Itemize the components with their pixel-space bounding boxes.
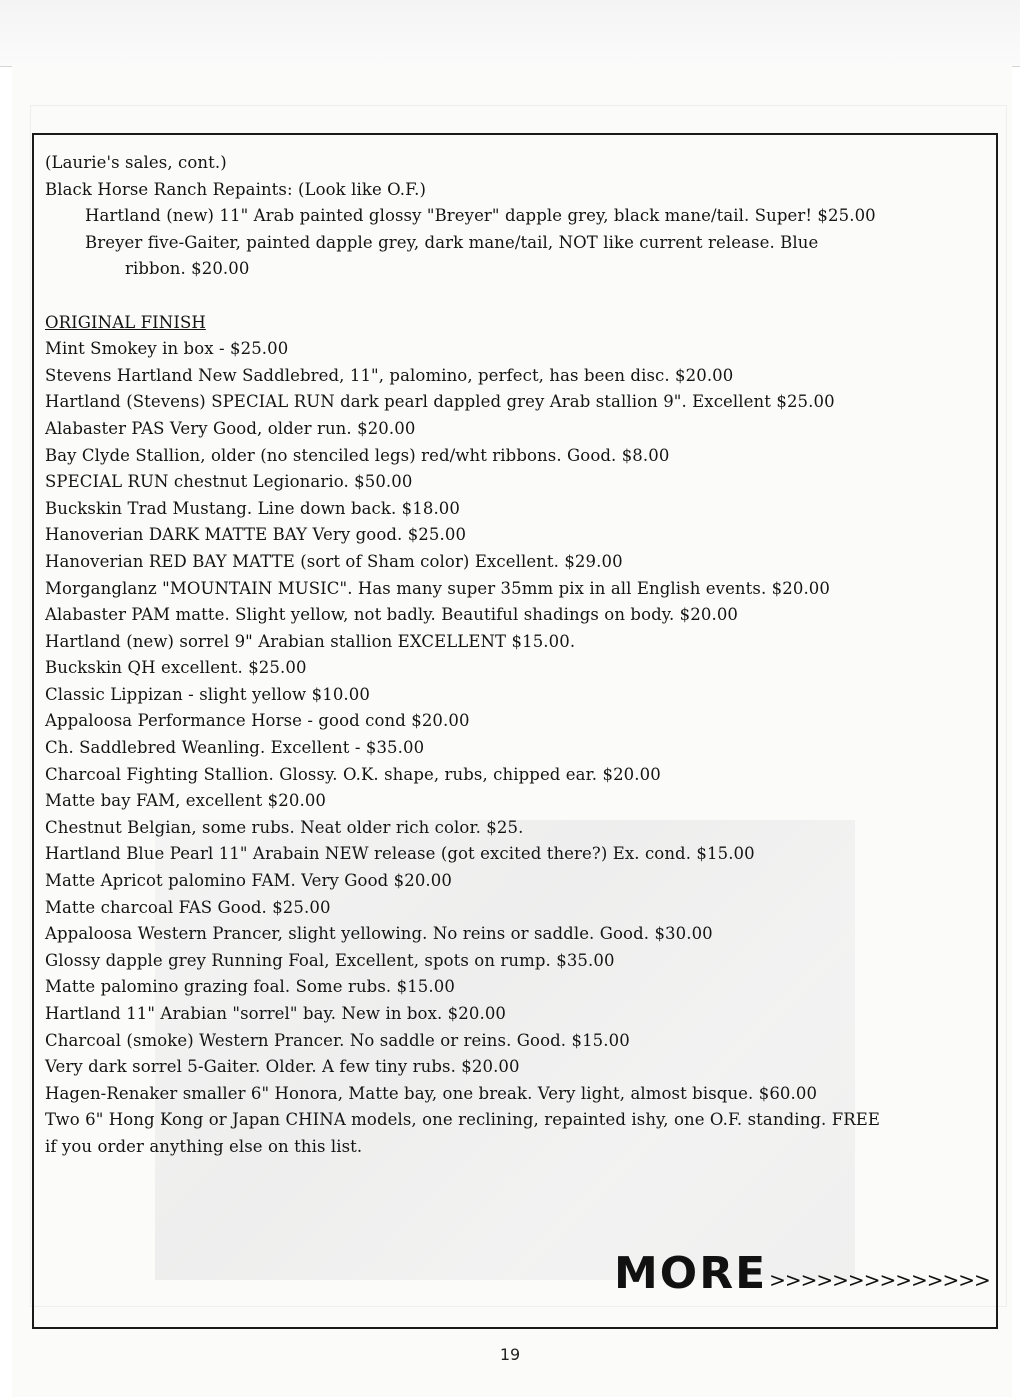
- list-item: Appaloosa Performance Horse - good cond $20.00: [45, 711, 470, 731]
- original-finish-heading: ORIGINAL FINISH: [45, 312, 206, 332]
- list-item: Appaloosa Western Prancer, slight yellowing. No reins or saddle. Good. $30.00: [45, 924, 713, 944]
- list-item: Alabaster PAM matte. Slight yellow, not badly. Beautiful shadings on body. $20.00: [45, 605, 739, 625]
- list-item: Matte palomino grazing foal. Some rubs. $15.00: [45, 977, 455, 997]
- list-item: Glossy dapple grey Running Foal, Excellent, spots on rump. $35.00: [45, 950, 615, 970]
- list-item: Hartland 11" Arabian "sorrel" bay. New in box. $20.00: [45, 1004, 507, 1023]
- list-item: Alabaster PAS Very Good, older run. $20.00: [45, 418, 416, 438]
- original-finish-list: [45, 336, 990, 1160]
- more-word: MORE: [614, 1248, 768, 1299]
- list-item: if you order anything else on this list.: [45, 1136, 363, 1156]
- list-item: Hagen-Renaker smaller 6" Honora, Matte bay, one break. Very light, almost bisque. $60.00: [45, 1083, 818, 1103]
- more-arrows: >>>>>>>>>>>>>>: [769, 1268, 990, 1292]
- list-item: Mint Smokey in box - $25.00: [45, 339, 289, 359]
- list-item: Breyer five-Gaiter, painted dapple grey, dark mane/tail, NOT like current release. Blue: [85, 232, 819, 252]
- list-item: Two 6" Hong Kong or Japan CHINA models, one reclining, repainted ishy, one O.F. standing. FREE: [45, 1110, 881, 1130]
- list-item: Stevens Hartland New Saddlebred, 11", palomino, perfect, has been disc. $20.00: [45, 365, 734, 385]
- list-item: Ch. Saddlebred Weanling. Excellent - $35.00: [45, 738, 425, 758]
- more-indicator: [614, 1247, 990, 1297]
- list-item-continuation: ribbon. $20.00: [125, 259, 250, 279]
- continuation-header: (Laurie's sales, cont.): [45, 153, 227, 172]
- list-item: SPECIAL RUN chestnut Legionario. $50.00: [45, 472, 413, 492]
- list-item: Charcoal (smoke) Western Prancer. No saddle or reins. Good. $15.00: [45, 1030, 630, 1050]
- page-number: 19: [499, 1345, 521, 1364]
- list-item: Bay Clyde Stallion, older (no stenciled legs) red/wht ribbons. Good. $8.00: [45, 445, 670, 465]
- list-item: Classic Lippizan - slight yellow $10.00: [45, 684, 370, 704]
- list-item: Charcoal Fighting Stallion. Glossy. O.K. shape, rubs, chipped ear. $20.00: [45, 764, 661, 784]
- list-item: Buckskin QH excellent. $25.00: [45, 658, 307, 678]
- list-item: Very dark sorrel 5-Gaiter. Older. A few tiny rubs. $20.00: [45, 1057, 520, 1077]
- list-item: Morganglanz "MOUNTAIN MUSIC". Has many super 35mm pix in all English events. $20.00: [45, 578, 830, 598]
- sales-list: [45, 150, 990, 1161]
- scanner-edge: [0, 0, 1020, 67]
- list-item: Hartland (Stevens) SPECIAL RUN dark pearl dappled grey Arab stallion 9". Excellent $25.00: [45, 392, 835, 412]
- list-item: Matte Apricot palomino FAM. Very Good $20.00: [45, 871, 452, 891]
- list-item: Hanoverian DARK MATTE BAY Very good. $25.00: [45, 525, 467, 545]
- list-item: Chestnut Belgian, some rubs. Neat older rich color. $25.: [45, 817, 524, 837]
- repaints-heading: Black Horse Ranch Repaints: (Look like O.F.): [45, 179, 427, 199]
- list-item: Buckskin Trad Mustang. Line down back. $18.00: [45, 498, 461, 518]
- list-item: Hartland Blue Pearl 11" Arabain NEW release (got excited there?) Ex. cond. $15.00: [45, 844, 755, 864]
- list-item: Matte bay FAM, excellent $20.00: [45, 791, 327, 811]
- list-item: Hartland (new) sorrel 9" Arabian stallion EXCELLENT $15.00.: [45, 631, 576, 651]
- list-item: Matte charcoal FAS Good. $25.00: [45, 897, 331, 917]
- list-item: Hanoverian RED BAY MATTE (sort of Sham color) Excellent. $29.00: [45, 551, 623, 571]
- list-item: Hartland (new) 11" Arab painted glossy "Breyer" dapple grey, black mane/tail. Super! $25.00: [85, 206, 876, 226]
